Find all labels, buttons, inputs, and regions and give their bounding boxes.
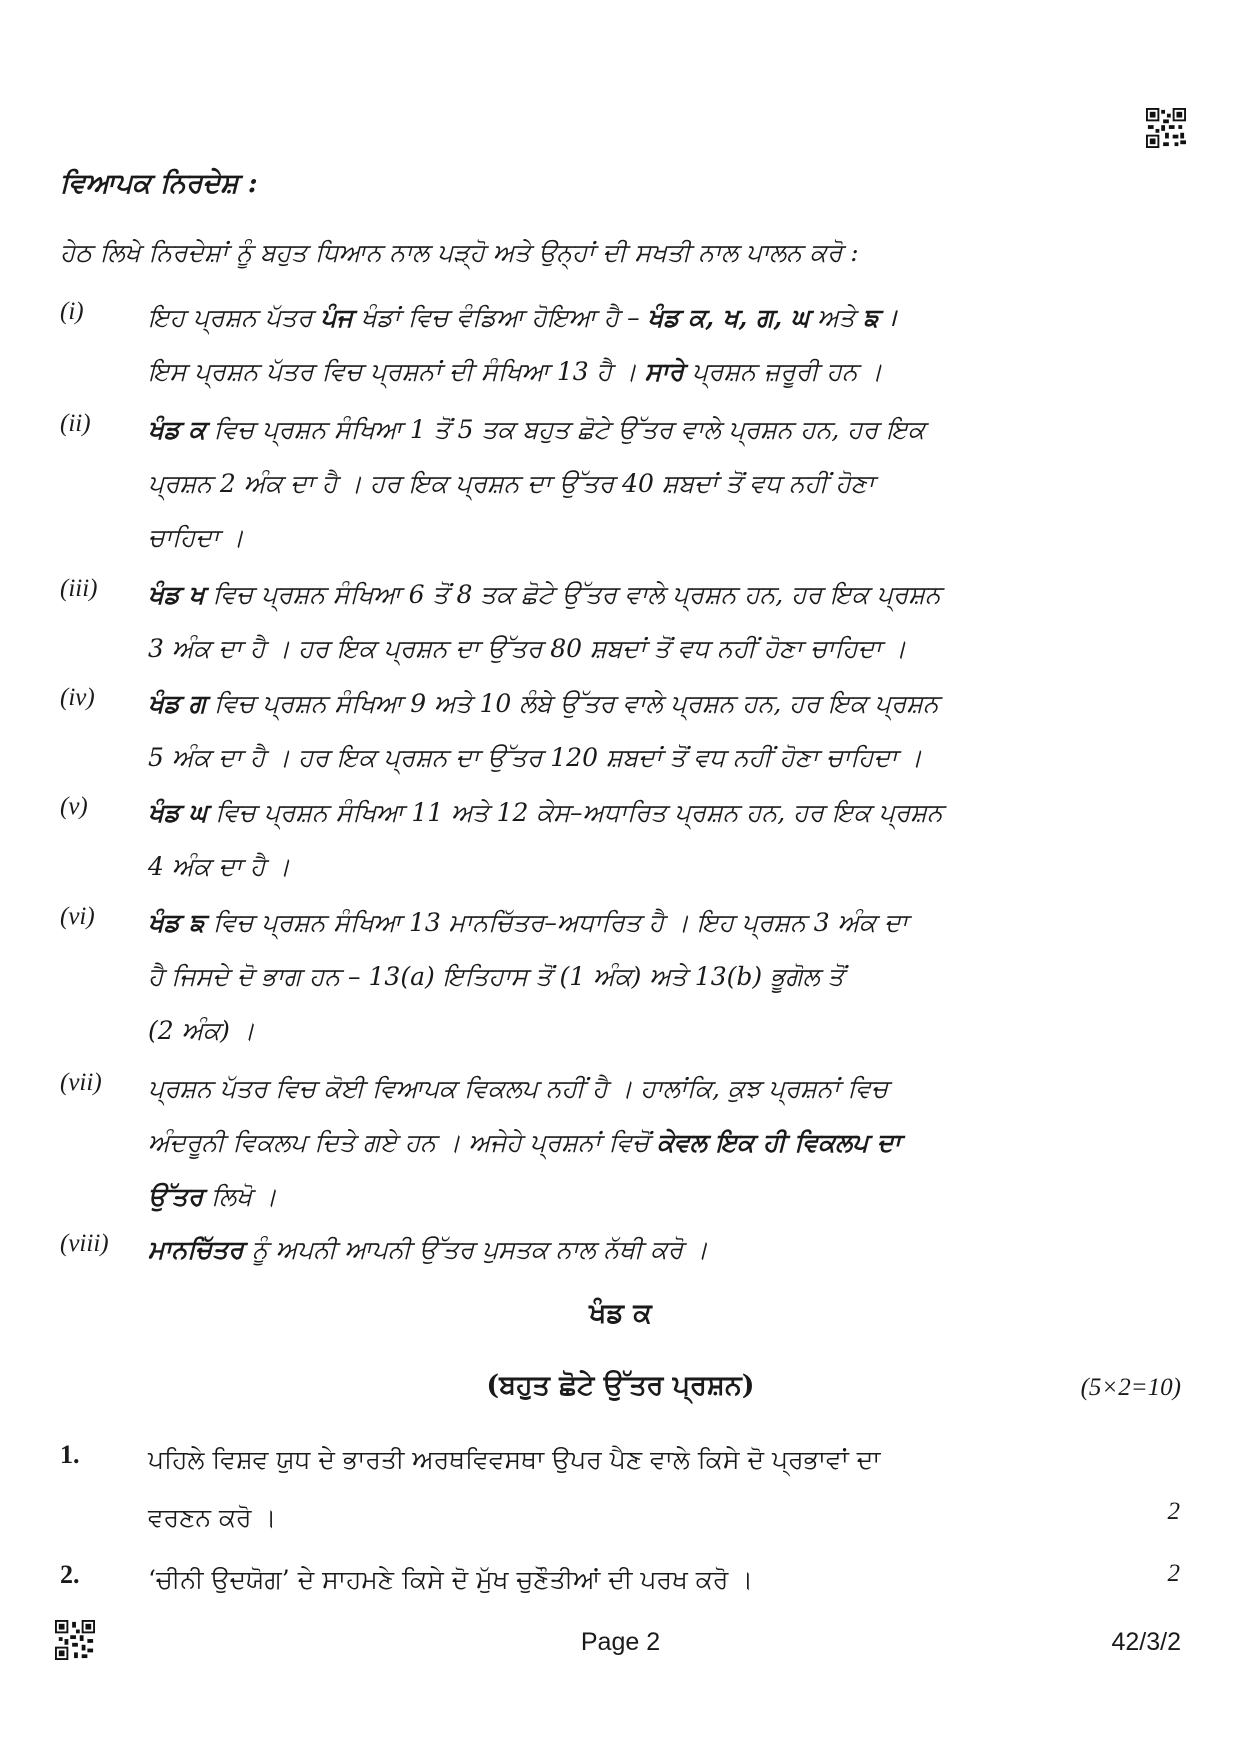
instruction-number: (iii) xyxy=(60,575,98,602)
question-line: ਪਹਿਲੇ ਵਿਸ਼ਵ ਯੁਧ ਦੇ ਭਾਰਤੀ ਅਰਥਵਿਵਸਥਾ ਉਪਰ ਪੈਣ ਵਾਲੇ ਕਿਸੇ ਦੋ ਪ੍ਰਭਾਵਾਂ ਦਾ xyxy=(148,1445,881,1474)
question-number: 2. xyxy=(60,1560,80,1589)
instruction-number: (viii) xyxy=(60,1230,109,1257)
instruction-line: ਖੰਡ ਙ ਵਿਚ ਪ੍ਰਸ਼ਨ ਸੰਖਿਆ 13 ਮਾਨਚਿੱਤਰ–ਅਧਾਰਿਤ ਹੈ । ਇਹ ਪ੍ਰਸ਼ਨ 3 ਅੰਕ ਦਾ xyxy=(148,908,908,937)
section-marks: (5×2=10) xyxy=(1080,1374,1181,1401)
instruction-number: (ii) xyxy=(60,410,91,437)
instruction-line: ਖੰਡ ਕ ਵਿਚ ਪ੍ਰਸ਼ਨ ਸੰਖਿਆ 1 ਤੋਂ 5 ਤਕ ਬਹੁਤ ਛੋਟੇ ਉੱਤਰ ਵਾਲੇ ਪ੍ਰਸ਼ਨ ਹਨ, ਹਰ ਇਕ xyxy=(148,415,925,444)
instruction-number: (v) xyxy=(60,793,88,820)
instruction-number: (vii) xyxy=(60,1069,102,1096)
section-subtitle: (ਬਹੁਤ ਛੋਟੇ ਉੱਤਰ ਪ੍ਰਸ਼ਨ) xyxy=(486,1370,755,1401)
instruction-line: 3 ਅੰਕ ਦਾ ਹੈ । ਹਰ ਇਕ ਪ੍ਰਸ਼ਨ ਦਾ ਉੱਤਰ 80 ਸ਼ਬਦਾਂ ਤੋਂ ਵਧ ਨਹੀਂ ਹੋਣਾ ਚਾਹਿਦਾ । xyxy=(148,634,907,663)
instruction-line: ਖੰਡ ਖ ਵਿਚ ਪ੍ਰਸ਼ਨ ਸੰਖਿਆ 6 ਤੋਂ 8 ਤਕ ਛੋਟੇ ਉੱਤਰ ਵਾਲੇ ਪ੍ਰਸ਼ਨ ਹਨ, ਹਰ ਇਕ ਪ੍ਰਸ਼ਨ xyxy=(148,580,941,609)
question-line: ‘ਚੀਨੀ ਉਦਯੋਗ’ ਦੇ ਸਾਹਮਣੇ ਕਿਸੇ ਦੋ ਮੁੱਖ ਚੁਣੌਤੀਆਂ ਦੀ ਪਰਖ ਕਰੋ । xyxy=(148,1565,754,1594)
instruction-line: ਚਾਹਿਦਾ । xyxy=(148,523,244,552)
instruction-line: ਖੰਡ ਗ ਵਿਚ ਪ੍ਰਸ਼ਨ ਸੰਖਿਆ 9 ਅਤੇ 10 ਲੰਬੇ ਉੱਤਰ ਵਾਲੇ ਪ੍ਰਸ਼ਨ ਹਨ, ਹਰ ਇਕ ਪ੍ਰਸ਼ਨ xyxy=(148,689,939,718)
instruction-line: ਮਾਨਚਿੱਤਰ ਨੂੰ ਅਪਨੀ ਆਪਨੀ ਉੱਤਰ ਪੁਸਤਕ ਨਾਲ ਨੱਥੀ ਕਰੋ । xyxy=(148,1235,708,1264)
instruction-line: (2 ਅੰਕ) । xyxy=(148,1016,255,1045)
instruction-line: ਅੰਦਰੂਨੀ ਵਿਕਲਪ ਦਿਤੇ ਗਏ ਹਨ । ਅਜੇਹੇ ਪ੍ਰਸ਼ਨਾਂ ਵਿਚੋਂ ਕੇਵਲ ਇਕ ਹੀ ਵਿਕਲਪ ਦਾ xyxy=(148,1128,901,1157)
instruction-line: ਇਸ ਪ੍ਰਸ਼ਨ ਪੱਤਰ ਵਿਚ ਪ੍ਰਸ਼ਨਾਂ ਦੀ ਸੰਖਿਆ 13 ਹੈ । ਸਾਰੇ ਪ੍ਰਸ਼ਨ ਜ਼ਰੂਰੀ ਹਨ । xyxy=(148,357,883,386)
instruction-line: ਖੰਡ ਘ ਵਿਚ ਪ੍ਰਸ਼ਨ ਸੰਖਿਆ 11 ਅਤੇ 12 ਕੇਸ–ਅਧਾਰਿਤ ਪ੍ਰਸ਼ਨ ਹਨ, ਹਰ ਇਕ ਪ੍ਰਸ਼ਨ xyxy=(148,798,943,827)
instructions-intro: ਹੇਠ ਲਿਖੇ ਨਿਰਦੇਸ਼ਾਂ ਨੂੰ ਬਹੁਤ ਧਿਆਨ ਨਾਲ ਪੜ੍ਹੋ ਅਤੇ ਉਨ੍ਹਾਂ ਦੀ ਸਖਤੀ ਨਾਲ ਪਾਲਨ ਕਰੋ : xyxy=(60,238,859,267)
page-number: Page 2 xyxy=(580,1628,661,1656)
qr-code-icon xyxy=(1146,108,1186,148)
section-title: ਖੰਡ ਕ xyxy=(589,1298,652,1329)
instruction-number: (i) xyxy=(60,298,84,325)
instruction-number: (vi) xyxy=(60,903,95,930)
question-number: 1. xyxy=(60,1440,80,1469)
instruction-line: ਪ੍ਰਸ਼ਨ ਪੱਤਰ ਵਿਚ ਕੋਈ ਵਿਆਪਕ ਵਿਕਲਪ ਨਹੀਂ ਹੈ । ਹਾਲਾਂਕਿ, ਕੁਝ ਪ੍ਰਸ਼ਨਾਂ ਵਿਚ xyxy=(148,1074,889,1103)
instruction-line: ਹੈ ਜਿਸਦੇ ਦੋ ਭਾਗ ਹਨ – 13(a) ਇਤਿਹਾਸ ਤੋਂ (1 ਅੰਕ) ਅਤੇ 13(b) ਭੂਗੋਲ ਤੋਂ xyxy=(148,962,844,991)
instruction-line: 4 ਅੰਕ ਦਾ ਹੈ । xyxy=(148,852,291,881)
question-marks: 2 xyxy=(1167,1560,1180,1587)
instruction-line: ਇਹ ਪ੍ਰਸ਼ਨ ਪੱਤਰ ਪੰਜ ਖੰਡਾਂ ਵਿਚ ਵੰਡਿਆ ਹੋਇਆ ਹੈ – ਖੰਡ ਕ, ਖ, ਗ, ਘ ਅਤੇ ਙ । xyxy=(148,303,897,332)
question-marks: 2 xyxy=(1167,1498,1180,1525)
instruction-line: 5 ਅੰਕ ਦਾ ਹੈ । ਹਰ ਇਕ ਪ੍ਰਸ਼ਨ ਦਾ ਉੱਤਰ 120 ਸ਼ਬਦਾਂ ਤੋਂ ਵਧ ਨਹੀਂ ਹੋਣਾ ਚਾਹਿਦਾ । xyxy=(148,743,923,772)
question-line: ਵਰਣਨ ਕਰੋ । xyxy=(148,1503,277,1532)
instructions-heading: ਵਿਆਪਕ ਨਿਰਦੇਸ਼ : xyxy=(60,168,258,199)
paper-code: 42/3/2 xyxy=(1111,1628,1181,1656)
instruction-line: ਪ੍ਰਸ਼ਨ 2 ਅੰਕ ਦਾ ਹੈ । ਹਰ ਇਕ ਪ੍ਰਸ਼ਨ ਦਾ ਉੱਤਰ 40 ਸ਼ਬਦਾਂ ਤੋਂ ਵਧ ਨਹੀਂ ਹੋਣਾ xyxy=(148,469,875,498)
instruction-line: ਉੱਤਰ ਲਿਖੋ । xyxy=(148,1182,277,1211)
instruction-number: (iv) xyxy=(60,684,95,711)
